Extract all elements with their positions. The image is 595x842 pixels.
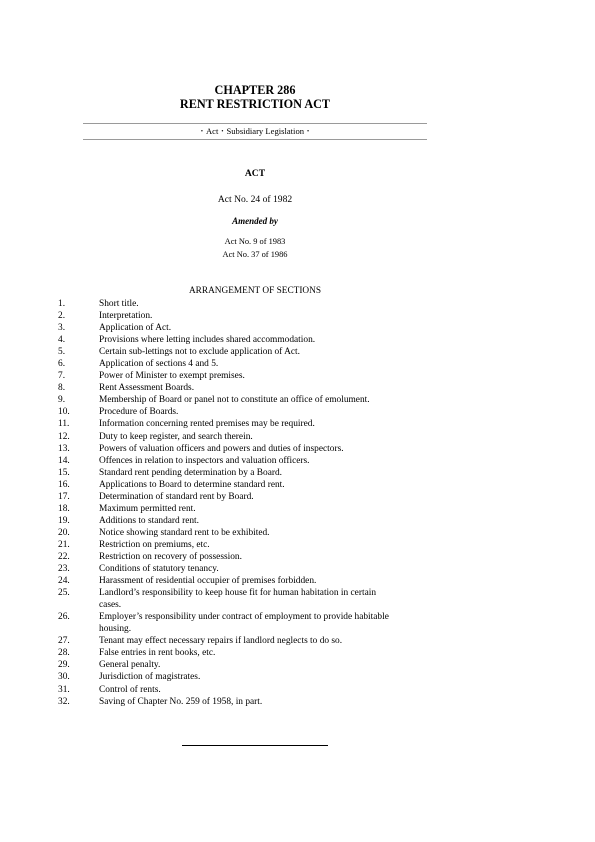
section-entry: [0, 696, 595, 708]
act-number: Act No. 24 of 1982: [217, 194, 293, 205]
section-entry: [0, 358, 595, 370]
act-title: RENT RESTRICTION ACT: [179, 97, 331, 111]
section-title: [99, 684, 442, 696]
section-title-line: Information concerning rented premises may be required.: [99, 419, 315, 430]
section-entry: [0, 647, 595, 659]
section-entry: [0, 503, 595, 515]
section-title-line: Provisions where letting includes shared accommodation.: [99, 335, 316, 346]
section-title-line: Application of sections 4 and 5.: [99, 359, 219, 370]
section-entry: [0, 467, 595, 479]
section-title-line: Rent Assessment Boards.: [99, 383, 195, 394]
section-entry: [0, 370, 595, 382]
section-title-line: Restriction on premiums, etc.: [99, 539, 210, 550]
section-number: 6.: [58, 359, 66, 370]
section-title: [99, 563, 442, 575]
section-number: 30.: [58, 672, 70, 683]
section-title: [99, 382, 442, 394]
section-entry: [0, 394, 595, 406]
section-title: [99, 418, 442, 430]
section-number: 13.: [58, 443, 70, 454]
section-title-line: Determination of standard rent by Board.: [99, 491, 254, 502]
amendment-2: Act No. 37 of 1986: [222, 250, 288, 259]
section-entry: [0, 406, 595, 418]
section-title: [99, 647, 442, 659]
section-title-line: Employer’s responsibility under contract of employment to provide habitable: [99, 612, 389, 623]
section-number: 24.: [58, 576, 70, 587]
section-number: 8.: [58, 383, 66, 394]
section-entry: [0, 635, 595, 647]
section-entry: [0, 587, 595, 611]
chapter-number: CHAPTER 286: [214, 83, 296, 97]
section-number: 23.: [58, 564, 70, 575]
section-entry: [0, 382, 595, 394]
section-entry: [0, 659, 595, 671]
section-title-line: Tenant may effect necessary repairs if landlord neglects to do so.: [99, 636, 343, 647]
section-title-line: Membership of Board or panel not to constitute an office of emolument.: [99, 395, 370, 406]
section-title-line: Maximum permitted rent.: [99, 503, 196, 514]
section-number: 20.: [58, 527, 70, 538]
section-entry: [0, 418, 595, 430]
section-title: [99, 310, 442, 322]
section-number: 10.: [58, 407, 70, 418]
section-number: 4.: [58, 335, 66, 346]
section-title: [99, 298, 442, 310]
section-title-line: Application of Act.: [99, 323, 172, 334]
section-title: [99, 587, 442, 611]
section-entry: [0, 551, 595, 563]
section-title: [99, 696, 442, 708]
section-number: 12.: [58, 431, 70, 442]
section-title-line: Procedure of Boards.: [99, 407, 179, 418]
section-number: 26.: [58, 612, 70, 623]
section-title-line: Jurisdiction of magistrates.: [99, 672, 201, 683]
section-title-line: Restriction on recovery of possession.: [99, 551, 242, 562]
section-entry: [0, 563, 595, 575]
amendment-1: Act No. 9 of 1983: [224, 237, 286, 246]
section-number: 27.: [58, 636, 70, 647]
section-entry: [0, 527, 595, 539]
section-title-line: Duty to keep register, and search therein.: [99, 431, 253, 442]
section-title: [99, 394, 442, 406]
bullet-glyph: •: [221, 129, 224, 135]
section-title: [99, 479, 442, 491]
section-links: [83, 126, 427, 138]
section-title: [99, 455, 442, 467]
section-entry: [0, 443, 595, 455]
section-number: 19.: [58, 515, 70, 526]
section-title-line: Additions to standard rent.: [99, 515, 199, 526]
top-divider: [83, 123, 427, 124]
section-number: 22.: [58, 551, 70, 562]
section-title: [99, 503, 442, 515]
section-entry: [0, 491, 595, 503]
section-entry: [0, 322, 595, 334]
section-title-line: Short title.: [99, 299, 139, 309]
section-number: 29.: [58, 660, 70, 671]
section-title: [99, 539, 442, 551]
section-title-line: Notice showing standard rent to be exhibited.: [99, 527, 270, 538]
act-link[interactable]: Act: [205, 126, 219, 136]
section-entry: [0, 575, 595, 587]
bottom-divider: [83, 139, 427, 140]
section-number: 16.: [58, 479, 70, 490]
section-number: 32.: [58, 696, 70, 707]
section-number: 14.: [58, 455, 70, 466]
section-title: [99, 551, 442, 563]
section-entry: [0, 334, 595, 346]
section-number: 1.: [58, 299, 66, 309]
section-number: 2.: [58, 311, 66, 322]
section-title: [99, 322, 442, 334]
act-heading: ACT: [244, 168, 266, 179]
section-title-line: cases.: [99, 600, 122, 611]
section-number: 3.: [58, 323, 66, 334]
section-title: [99, 575, 442, 587]
section-title: [99, 659, 442, 671]
section-title-line: Saving of Chapter No. 259 of 1958, in part.: [99, 696, 263, 707]
subsidiary-legislation-link[interactable]: Subsidiary Legislation: [226, 126, 305, 136]
section-entry: [0, 539, 595, 551]
section-title-line: Landlord’s responsibility to keep house fit for human habitation in certain: [99, 588, 377, 599]
section-number: 17.: [58, 491, 70, 502]
section-number: 21.: [58, 539, 70, 550]
section-title: [99, 527, 442, 539]
section-title: [99, 370, 442, 382]
sections-list: [0, 298, 595, 708]
section-title: [99, 467, 442, 479]
section-title: [99, 334, 442, 346]
section-entry: [0, 455, 595, 467]
section-title: [99, 431, 442, 443]
section-title-line: Harassment of residential occupier of premises forbidden.: [99, 576, 317, 587]
section-title: [99, 515, 442, 527]
section-title-line: Powers of valuation officers and powers and duties of inspectors.: [99, 443, 344, 454]
section-title-line: Control of rents.: [99, 684, 161, 695]
section-title: [99, 443, 442, 455]
section-entry: [0, 310, 595, 322]
section-entry: [0, 515, 595, 527]
section-number: 7.: [58, 371, 66, 382]
section-title: [99, 611, 442, 635]
section-title-line: Conditions of statutory tenancy.: [99, 564, 219, 575]
section-title: [99, 491, 442, 503]
section-title: [99, 346, 442, 358]
section-title: [99, 358, 442, 370]
section-number: 11.: [58, 419, 70, 430]
section-entry: [0, 684, 595, 696]
section-title-line: Interpretation.: [99, 311, 153, 322]
section-title: [99, 635, 442, 647]
section-entry: [0, 479, 595, 491]
end-divider: [182, 745, 328, 746]
section-number: 9.: [58, 395, 66, 406]
section-title-line: Certain sub-lettings not to exclude application of Act.: [99, 347, 300, 358]
section-title-line: Standard rent pending determination by a Board.: [99, 467, 283, 478]
section-number: 25.: [58, 588, 70, 599]
section-entry: [0, 671, 595, 683]
bullet-glyph: •: [307, 129, 310, 135]
section-number: 28.: [58, 648, 70, 659]
section-number: 5.: [58, 347, 66, 358]
section-title-line: housing.: [99, 624, 132, 635]
amended-by-label: Amended by: [232, 216, 278, 226]
section-title-line: Offences in relation to inspectors and valuation officers.: [99, 455, 310, 466]
bullet-glyph: •: [200, 129, 203, 135]
section-entry: [0, 431, 595, 443]
section-number: 15.: [58, 467, 70, 478]
section-title-line: Applications to Board to determine standard rent.: [99, 479, 285, 490]
arrangement-heading: ARRANGEMENT OF SECTIONS: [188, 286, 322, 296]
section-entry: [0, 611, 595, 635]
section-entry: [0, 346, 595, 358]
section-title: [99, 406, 442, 418]
section-title: [99, 671, 442, 683]
section-title-line: Power of Minister to exempt premises.: [99, 371, 245, 382]
section-title-line: False entries in rent books, etc.: [99, 648, 216, 659]
section-entry: [0, 298, 595, 310]
section-number: 18.: [58, 503, 70, 514]
section-number: 31.: [58, 684, 70, 695]
section-title-line: General penalty.: [99, 660, 161, 671]
